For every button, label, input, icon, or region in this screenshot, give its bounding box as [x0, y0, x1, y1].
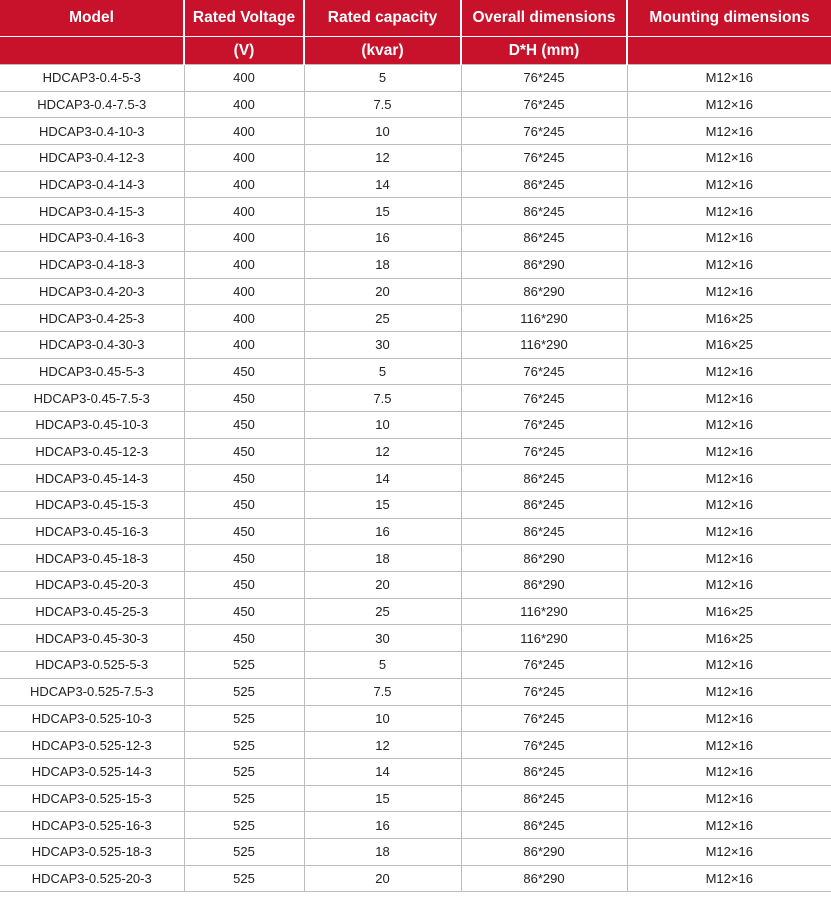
cell-rated-capacity: 25 — [304, 305, 461, 332]
table-row — [0, 465, 831, 492]
table-row — [0, 411, 831, 438]
cell-model: HDCAP3-0.525-14-3 — [0, 758, 184, 785]
cell-overall-dimensions: 86*245 — [461, 225, 627, 252]
cell-rated-voltage: 400 — [184, 225, 304, 252]
cell-mounting-dimensions: M12×16 — [627, 545, 831, 572]
table-header — [0, 0, 831, 65]
table-row — [0, 118, 831, 145]
cell-rated-capacity: 10 — [304, 411, 461, 438]
cell-mounting-dimensions: M16×25 — [627, 598, 831, 625]
cell-rated-capacity: 18 — [304, 838, 461, 865]
cell-rated-voltage: 450 — [184, 358, 304, 385]
cell-overall-dimensions: 86*290 — [461, 572, 627, 599]
cell-rated-capacity: 14 — [304, 465, 461, 492]
table-row — [0, 572, 831, 599]
header-overall-dimensions: Overall dimensions — [461, 0, 627, 37]
header-capacity-unit: (kvar) — [304, 37, 461, 65]
cell-rated-voltage: 400 — [184, 278, 304, 305]
header-row-units — [0, 37, 831, 65]
cell-overall-dimensions: 86*245 — [461, 758, 627, 785]
cell-mounting-dimensions: M12×16 — [627, 732, 831, 759]
cell-overall-dimensions: 86*245 — [461, 492, 627, 519]
cell-model: HDCAP3-0.525-16-3 — [0, 812, 184, 839]
cell-model: HDCAP3-0.45-12-3 — [0, 438, 184, 465]
cell-model: HDCAP3-0.45-30-3 — [0, 625, 184, 652]
cell-rated-capacity: 15 — [304, 198, 461, 225]
cell-overall-dimensions: 76*245 — [461, 705, 627, 732]
cell-rated-voltage: 400 — [184, 331, 304, 358]
table-row — [0, 331, 831, 358]
table-row — [0, 545, 831, 572]
table-row — [0, 598, 831, 625]
cell-overall-dimensions: 76*245 — [461, 438, 627, 465]
table-body — [0, 65, 831, 892]
cell-rated-capacity: 14 — [304, 758, 461, 785]
cell-overall-dimensions: 86*245 — [461, 785, 627, 812]
cell-model: HDCAP3-0.45-25-3 — [0, 598, 184, 625]
cell-mounting-dimensions: M12×16 — [627, 411, 831, 438]
cell-rated-voltage: 525 — [184, 838, 304, 865]
table-row — [0, 705, 831, 732]
table-row — [0, 625, 831, 652]
cell-overall-dimensions: 86*245 — [461, 518, 627, 545]
cell-overall-dimensions: 76*245 — [461, 358, 627, 385]
table-row — [0, 198, 831, 225]
cell-rated-capacity: 15 — [304, 492, 461, 519]
cell-mounting-dimensions: M12×16 — [627, 812, 831, 839]
table-row — [0, 358, 831, 385]
cell-mounting-dimensions: M12×16 — [627, 438, 831, 465]
cell-overall-dimensions: 86*245 — [461, 812, 627, 839]
cell-overall-dimensions: 86*245 — [461, 171, 627, 198]
cell-model: HDCAP3-0.45-5-3 — [0, 358, 184, 385]
table-row — [0, 145, 831, 172]
cell-model: HDCAP3-0.525-10-3 — [0, 705, 184, 732]
cell-mounting-dimensions: M12×16 — [627, 65, 831, 92]
cell-model: HDCAP3-0.4-14-3 — [0, 171, 184, 198]
cell-rated-capacity: 20 — [304, 572, 461, 599]
cell-rated-capacity: 7.5 — [304, 91, 461, 118]
cell-overall-dimensions: 76*245 — [461, 385, 627, 412]
cell-model: HDCAP3-0.45-18-3 — [0, 545, 184, 572]
cell-rated-capacity: 15 — [304, 785, 461, 812]
table-row — [0, 171, 831, 198]
cell-overall-dimensions: 86*290 — [461, 278, 627, 305]
cell-model: HDCAP3-0.45-15-3 — [0, 492, 184, 519]
cell-model: HDCAP3-0.4-18-3 — [0, 251, 184, 278]
cell-overall-dimensions: 116*290 — [461, 305, 627, 332]
table-row — [0, 865, 831, 892]
cell-overall-dimensions: 76*245 — [461, 91, 627, 118]
cell-mounting-dimensions: M12×16 — [627, 572, 831, 599]
cell-mounting-dimensions: M12×16 — [627, 465, 831, 492]
table-row — [0, 65, 831, 92]
table-row — [0, 278, 831, 305]
cell-mounting-dimensions: M12×16 — [627, 225, 831, 252]
cell-model: HDCAP3-0.4-20-3 — [0, 278, 184, 305]
cell-mounting-dimensions: M12×16 — [627, 838, 831, 865]
cell-mounting-dimensions: M12×16 — [627, 518, 831, 545]
cell-model: HDCAP3-0.4-16-3 — [0, 225, 184, 252]
cell-rated-capacity: 10 — [304, 118, 461, 145]
cell-rated-voltage: 525 — [184, 678, 304, 705]
cell-rated-capacity: 30 — [304, 625, 461, 652]
cell-rated-capacity: 30 — [304, 331, 461, 358]
cell-overall-dimensions: 76*245 — [461, 732, 627, 759]
cell-model: HDCAP3-0.4-30-3 — [0, 331, 184, 358]
cell-model: HDCAP3-0.525-20-3 — [0, 865, 184, 892]
cell-rated-voltage: 400 — [184, 91, 304, 118]
cell-mounting-dimensions: M12×16 — [627, 385, 831, 412]
cell-mounting-dimensions: M12×16 — [627, 118, 831, 145]
cell-overall-dimensions: 86*290 — [461, 251, 627, 278]
cell-overall-dimensions: 76*245 — [461, 65, 627, 92]
cell-model: HDCAP3-0.525-12-3 — [0, 732, 184, 759]
cell-rated-capacity: 18 — [304, 251, 461, 278]
cell-rated-capacity: 18 — [304, 545, 461, 572]
cell-rated-voltage: 450 — [184, 572, 304, 599]
table-row — [0, 678, 831, 705]
cell-rated-voltage: 525 — [184, 865, 304, 892]
table-row — [0, 652, 831, 679]
cell-rated-voltage: 450 — [184, 385, 304, 412]
cell-model: HDCAP3-0.45-7.5-3 — [0, 385, 184, 412]
cell-model: HDCAP3-0.525-18-3 — [0, 838, 184, 865]
cell-mounting-dimensions: M12×16 — [627, 785, 831, 812]
cell-rated-capacity: 16 — [304, 518, 461, 545]
cell-rated-voltage: 450 — [184, 518, 304, 545]
cell-rated-voltage: 400 — [184, 145, 304, 172]
header-voltage-unit: (V) — [184, 37, 304, 65]
cell-rated-voltage: 450 — [184, 545, 304, 572]
cell-mounting-dimensions: M16×25 — [627, 331, 831, 358]
table-row — [0, 518, 831, 545]
cell-model: HDCAP3-0.525-15-3 — [0, 785, 184, 812]
cell-rated-capacity: 7.5 — [304, 678, 461, 705]
cell-rated-voltage: 400 — [184, 65, 304, 92]
cell-rated-capacity: 5 — [304, 358, 461, 385]
cell-mounting-dimensions: M12×16 — [627, 251, 831, 278]
cell-overall-dimensions: 86*290 — [461, 838, 627, 865]
cell-model: HDCAP3-0.4-12-3 — [0, 145, 184, 172]
cell-mounting-dimensions: M12×16 — [627, 652, 831, 679]
cell-mounting-dimensions: M12×16 — [627, 492, 831, 519]
cell-overall-dimensions: 86*290 — [461, 865, 627, 892]
header-rated-capacity: Rated capacity — [304, 0, 461, 37]
cell-overall-dimensions: 116*290 — [461, 625, 627, 652]
cell-rated-capacity: 25 — [304, 598, 461, 625]
table-row — [0, 785, 831, 812]
cell-mounting-dimensions: M12×16 — [627, 171, 831, 198]
header-mounting-unit — [627, 37, 831, 65]
cell-rated-voltage: 400 — [184, 118, 304, 145]
header-model: Model — [0, 0, 184, 37]
cell-overall-dimensions: 76*245 — [461, 652, 627, 679]
table-row — [0, 492, 831, 519]
cell-model: HDCAP3-0.45-16-3 — [0, 518, 184, 545]
table-row — [0, 385, 831, 412]
header-rated-voltage: Rated Voltage — [184, 0, 304, 37]
cell-overall-dimensions: 86*245 — [461, 465, 627, 492]
cell-overall-dimensions: 76*245 — [461, 118, 627, 145]
cell-mounting-dimensions: M12×16 — [627, 358, 831, 385]
cell-mounting-dimensions: M12×16 — [627, 278, 831, 305]
cell-overall-dimensions: 76*245 — [461, 145, 627, 172]
cell-overall-dimensions: 76*245 — [461, 678, 627, 705]
cell-rated-voltage: 525 — [184, 652, 304, 679]
table-row — [0, 91, 831, 118]
cell-model: HDCAP3-0.525-5-3 — [0, 652, 184, 679]
cell-model: HDCAP3-0.4-25-3 — [0, 305, 184, 332]
cell-overall-dimensions: 76*245 — [461, 411, 627, 438]
cell-overall-dimensions: 116*290 — [461, 331, 627, 358]
table-row — [0, 225, 831, 252]
cell-rated-capacity: 12 — [304, 145, 461, 172]
cell-mounting-dimensions: M16×25 — [627, 625, 831, 652]
cell-mounting-dimensions: M12×16 — [627, 91, 831, 118]
cell-rated-capacity: 14 — [304, 171, 461, 198]
cell-rated-voltage: 400 — [184, 171, 304, 198]
cell-mounting-dimensions: M12×16 — [627, 758, 831, 785]
cell-mounting-dimensions: M12×16 — [627, 705, 831, 732]
table-row — [0, 305, 831, 332]
cell-mounting-dimensions: M12×16 — [627, 865, 831, 892]
cell-model: HDCAP3-0.4-7.5-3 — [0, 91, 184, 118]
cell-rated-voltage: 450 — [184, 625, 304, 652]
cell-rated-voltage: 400 — [184, 305, 304, 332]
cell-overall-dimensions: 86*245 — [461, 198, 627, 225]
cell-rated-capacity: 10 — [304, 705, 461, 732]
cell-rated-capacity: 7.5 — [304, 385, 461, 412]
cell-rated-voltage: 400 — [184, 251, 304, 278]
table-row — [0, 812, 831, 839]
cell-model: HDCAP3-0.525-7.5-3 — [0, 678, 184, 705]
table-row — [0, 838, 831, 865]
cell-rated-capacity: 20 — [304, 278, 461, 305]
cell-rated-voltage: 525 — [184, 758, 304, 785]
cell-rated-voltage: 450 — [184, 438, 304, 465]
header-mounting-dimensions: Mounting dimensions — [627, 0, 831, 37]
cell-rated-voltage: 450 — [184, 465, 304, 492]
cell-mounting-dimensions: M12×16 — [627, 145, 831, 172]
cell-rated-voltage: 450 — [184, 598, 304, 625]
cell-model: HDCAP3-0.4-15-3 — [0, 198, 184, 225]
cell-model: HDCAP3-0.4-10-3 — [0, 118, 184, 145]
cell-rated-capacity: 16 — [304, 225, 461, 252]
cell-rated-voltage: 525 — [184, 812, 304, 839]
table-row — [0, 438, 831, 465]
cell-mounting-dimensions: M16×25 — [627, 305, 831, 332]
cell-rated-voltage: 525 — [184, 705, 304, 732]
cell-mounting-dimensions: M12×16 — [627, 198, 831, 225]
cell-mounting-dimensions: M12×16 — [627, 678, 831, 705]
table-row — [0, 251, 831, 278]
cell-rated-voltage: 400 — [184, 198, 304, 225]
cell-rated-voltage: 525 — [184, 732, 304, 759]
cell-rated-capacity: 16 — [304, 812, 461, 839]
cell-overall-dimensions: 116*290 — [461, 598, 627, 625]
table-row — [0, 758, 831, 785]
cell-rated-capacity: 12 — [304, 438, 461, 465]
cell-rated-capacity: 5 — [304, 652, 461, 679]
cell-model: HDCAP3-0.4-5-3 — [0, 65, 184, 92]
cell-model: HDCAP3-0.45-20-3 — [0, 572, 184, 599]
cell-model: HDCAP3-0.45-10-3 — [0, 411, 184, 438]
cell-rated-voltage: 450 — [184, 411, 304, 438]
cell-model: HDCAP3-0.45-14-3 — [0, 465, 184, 492]
table-row — [0, 732, 831, 759]
header-dimensions-unit: D*H (mm) — [461, 37, 627, 65]
cell-overall-dimensions: 86*290 — [461, 545, 627, 572]
cell-rated-capacity: 12 — [304, 732, 461, 759]
header-row-titles — [0, 0, 831, 37]
cell-rated-capacity: 20 — [304, 865, 461, 892]
cell-rated-capacity: 5 — [304, 65, 461, 92]
header-model-unit — [0, 37, 184, 65]
cell-rated-voltage: 450 — [184, 492, 304, 519]
cell-rated-voltage: 525 — [184, 785, 304, 812]
